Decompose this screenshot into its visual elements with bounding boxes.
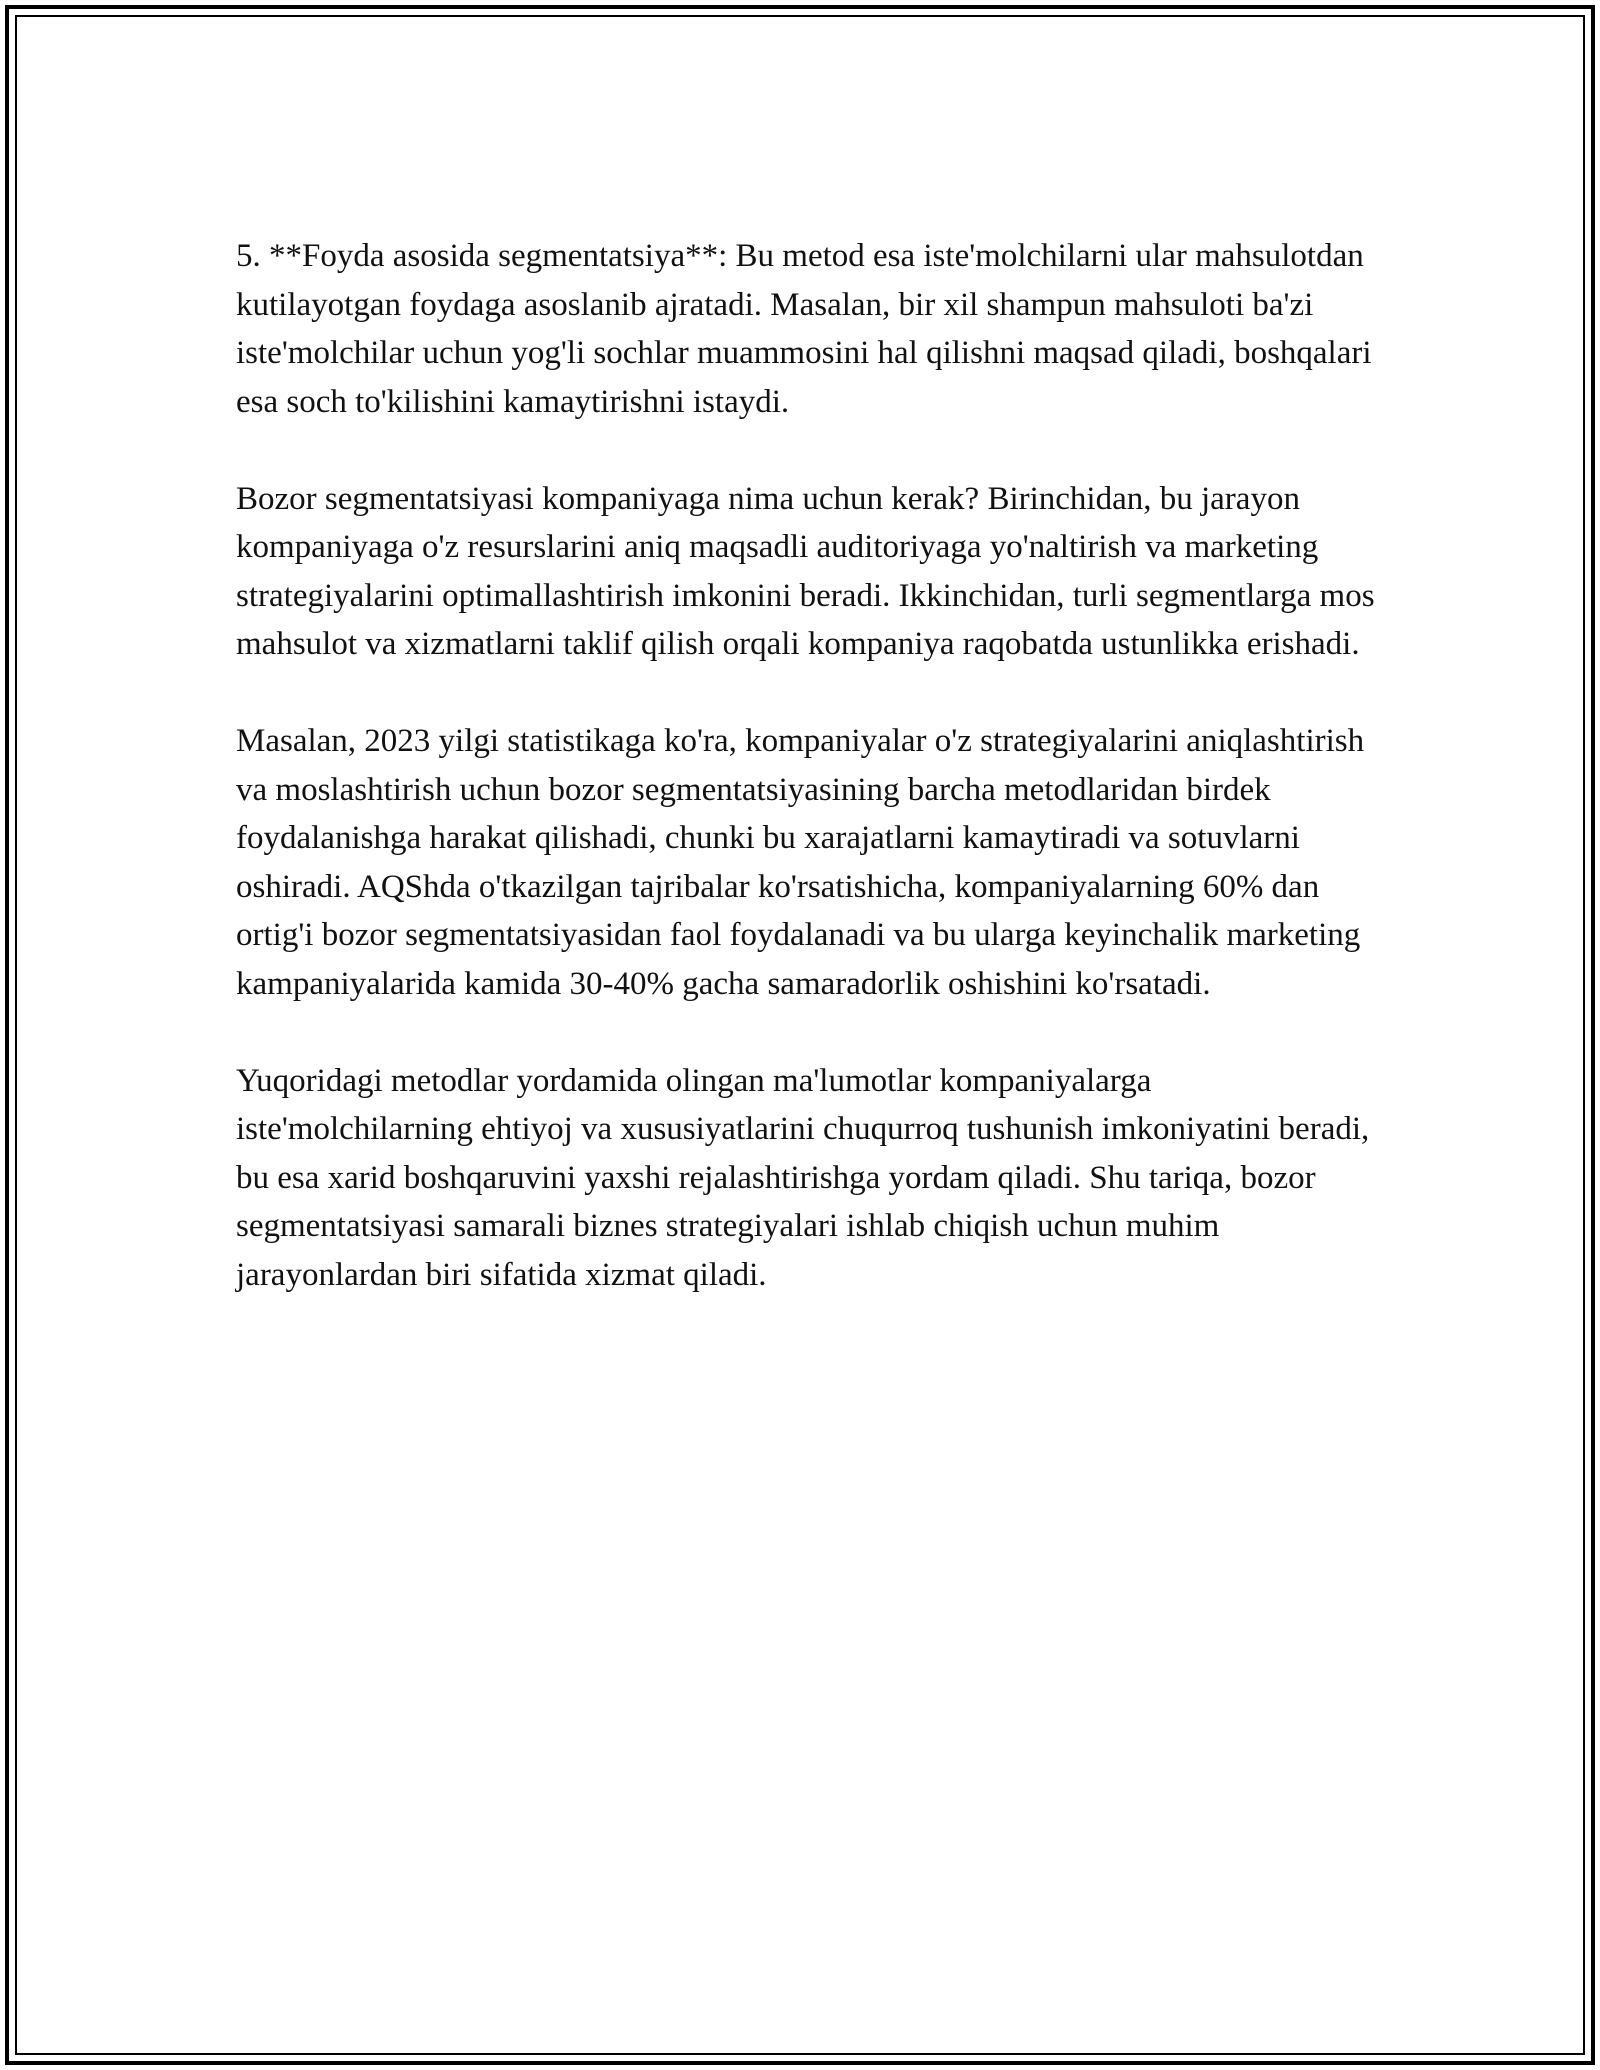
document-body: [236, 232, 1386, 1348]
paragraph-statistics: Masalan, 2023 yilgi statistikaga ko'ra, kompaniyalar o'z strategiyalarini aniqlashtirish va moslashtirish uchun bozor segmentatsiyasining barcha metodlaridan birdek foydalanishga harakat qilishadi, chunki bu xarajatlarni kamaytiradi va sotuvlarni oshiradi. AQShda o'tkazilgan tajribalar ko'rsatishicha, kompaniyalarning 60% dan ortig'i bozor segmentatsiyasidan faol foydalanadi va bu ularga keyinchalik marketing kampaniyalarida kamida 30-40% gacha samaradorlik oshishini ko'rsatadi.: [236, 723, 1365, 1002]
paragraph-benefit-segmentation: 5. **Foyda asosida segmentatsiya**: Bu metod esa iste'molchilarni ular mahsulotdan kutilayotgan foydaga asoslanib ajratadi. Masalan, bir xil shampun mahsuloti ba'zi iste'molchilar uchun yog'li sochlar muammosini hal qilishni maqsad qiladi, boshqalari esa soch to'kilishini kamaytirishni istaydi.: [236, 238, 1372, 420]
paragraph-conclusion: Yuqoridagi metodlar yordamida olingan ma'lumotlar kompaniyalarga iste'molchilarning ehtiyoj va xususiyatlarini chuqurroq tushunish imkoniyatini beradi, bu esa xarid boshqaruvini yaxshi rejalashtirishga yordam qiladi. Shu tariqa, bozor segmentatsiyasi samarali biznes strategiyalari ishlab chiqish uchun muhim jarayonlardan biri sifatida xizmat qiladi.: [236, 1062, 1370, 1293]
paragraph-why-segmentation: Bozor segmentatsiyasi kompaniyaga nima uchun kerak? Birinchidan, bu jarayon kompaniyaga o'z resurslarini aniq maqsadli auditoriyaga yo'naltirish va marketing strategiyalarini optimallashtirish imkonini beradi. Ikkinchidan, turli segmentlarga mos mahsulot va xizmatlarni taklif qilish orqali kompaniya raqobatda ustunlikka erishadi.: [236, 480, 1375, 662]
